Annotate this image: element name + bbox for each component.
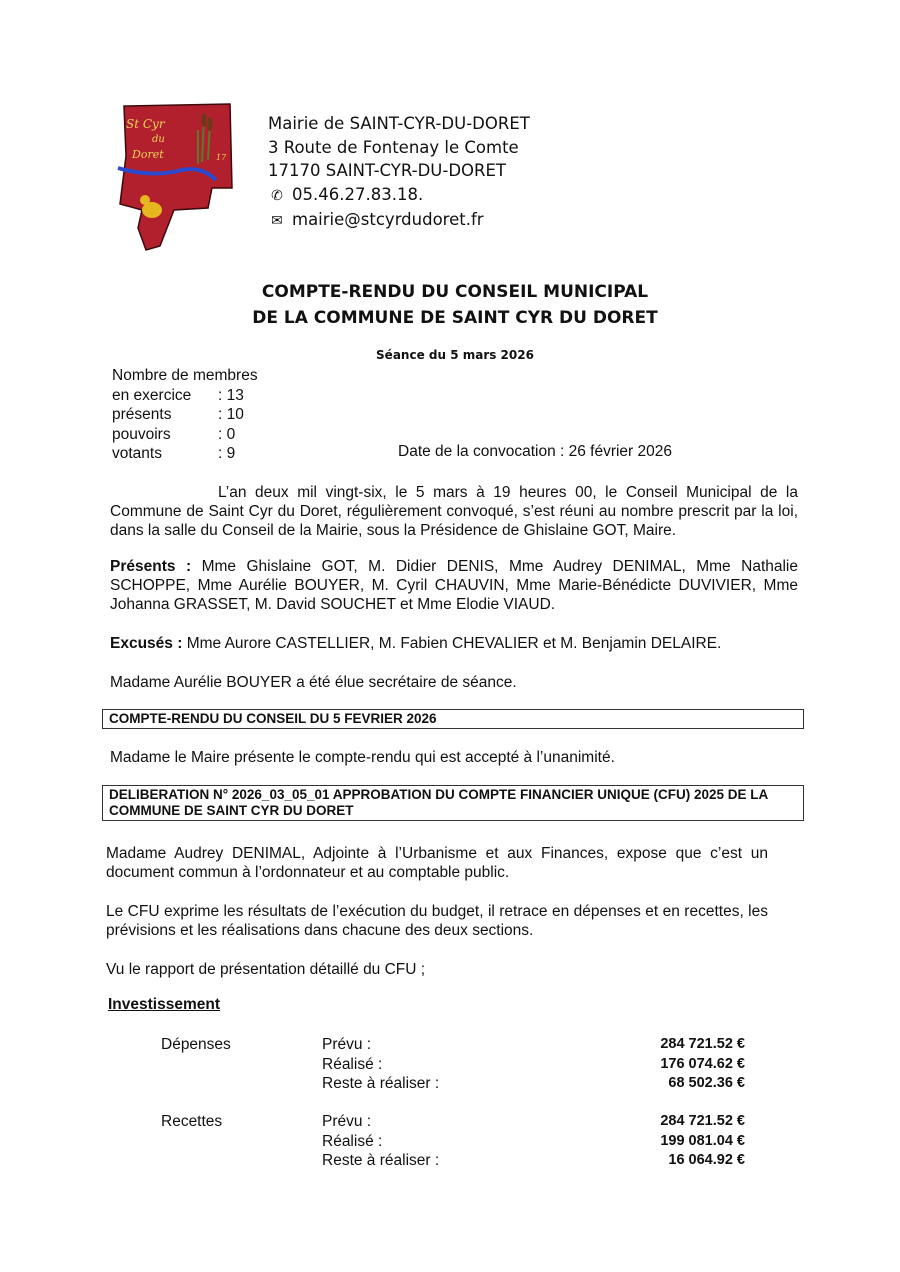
mairie-phone: 05.46.27.83.18. xyxy=(292,184,424,204)
section-heading-deliberation: DELIBERATION N° 2026_03_05_01 APPROBATION DU COMPTE FINANCIER UNIQUE (CFU) 2025 DE LA COMMUNE DE SAINT CYR DU DORET xyxy=(102,785,804,821)
recettes-labels: Prévu : Réalisé : Reste à réaliser : xyxy=(322,1113,440,1169)
depenses-block xyxy=(0,1035,900,1095)
members-count-block xyxy=(112,366,258,464)
members-row: votants : 9 xyxy=(112,445,236,462)
deliberation-paragraph-1: Madame Audrey DENIMAL, Adjointe à l’Urbanisme et aux Finances, expose que c’est un document commun à l’ordonnateur et au comptable public. xyxy=(106,845,768,881)
deliberation-paragraph-3: Vu le rapport de présentation détaillé du CFU ; xyxy=(106,961,426,978)
recettes-realise-value: 199 081.04 € xyxy=(660,1132,745,1149)
logo-text-line1: St Cyr xyxy=(126,117,165,131)
presents-list: Mme Ghislaine GOT, M. Didier DENIS, Mme Audrey DENIMAL, Mme Nathalie SCHOPPE, Mme Aurélie BOUYER, M. Cyril CHAUVIN, Mme Marie-Bénédicte DUVIVIER, Mme Johanna GRASSET, M. David SOUCHET et Mme Elodie VIAUD. xyxy=(110,558,798,613)
members-row: présents : 10 xyxy=(112,406,244,423)
presents-label: Présents : xyxy=(110,558,192,575)
secretaire-paragraph: Madame Aurélie BOUYER a été élue secrétaire de séance. xyxy=(110,674,517,691)
recettes-label: Recettes xyxy=(161,1113,223,1130)
deliberation-paragraph-2: Le CFU exprime les résultats de l’exécution du budget, il retrace en dépenses et en recettes, les prévisions et les réalisations dans chacune des deux sections. xyxy=(106,903,768,939)
members-row: en exercice : 13 xyxy=(112,386,244,404)
logo-number: 17 xyxy=(216,153,227,162)
excuses-list: Mme Aurore CASTELLIER, M. Fabien CHEVALIER et M. Benjamin DELAIRE. xyxy=(186,635,722,652)
depenses-reste-value: 68 502.36 € xyxy=(668,1075,745,1091)
logo-text-line2: du xyxy=(152,134,165,145)
section-heading-compte-rendu: COMPTE-RENDU DU CONSEIL DU 5 FEVRIER 2026 xyxy=(102,709,804,729)
mairie-phone-line xyxy=(268,183,530,209)
depenses-label: Dépenses xyxy=(161,1036,231,1053)
envelope-icon: ✉ xyxy=(271,213,283,229)
investissement-heading: Investissement xyxy=(108,996,220,1013)
depenses-values xyxy=(600,1035,745,1094)
depenses-labels: Prévu : Réalisé : Reste à réaliser : xyxy=(322,1036,440,1092)
convocation-date: Date de la convocation : 26 février 2026 xyxy=(398,443,673,460)
document-title-line2: DE LA COMMUNE DE SAINT CYR DU DORET xyxy=(252,308,658,328)
depenses-realise-value: 176 074.62 € xyxy=(660,1055,745,1072)
section1-text: Madame le Maire présente le compte-rendu qui est accepté à l’unanimité. xyxy=(110,749,615,766)
members-heading: Nombre de membres xyxy=(112,367,258,384)
recettes-prevu-value: 284 721.52 € xyxy=(660,1113,745,1129)
mairie-street: 3 Route de Fontenay le Comte xyxy=(268,137,519,157)
excuses-label: Excusés : xyxy=(110,635,183,652)
excuses-paragraph xyxy=(110,634,798,653)
recettes-values xyxy=(600,1112,745,1171)
commune-logo xyxy=(112,100,240,252)
mairie-email-line xyxy=(268,208,530,234)
recettes-reste-value: 16 064.92 € xyxy=(668,1152,745,1168)
seance-date: Séance du 5 mars 2026 xyxy=(376,348,534,362)
members-row: pouvoirs : 0 xyxy=(112,425,236,443)
document-title-line1: COMPTE-RENDU DU CONSEIL MUNICIPAL xyxy=(261,282,649,302)
mairie-name: Mairie de SAINT-CYR-DU-DORET xyxy=(268,114,530,133)
mairie-address-block xyxy=(268,112,530,234)
mairie-email[interactable]: mairie@stcyrdudoret.fr xyxy=(292,210,484,229)
presents-paragraph xyxy=(110,557,798,614)
logo-text-line3: Doret xyxy=(132,148,164,161)
phone-icon: ✆ xyxy=(271,187,283,204)
intro-paragraph: L’an deux mil vingt-six, le 5 mars à 19 heures 00, le Conseil Municipal de la Commune de Saint Cyr du Doret, régulièrement convoqué, s’est réuni au nombre prescrit par la loi, dans la salle du Conseil de la Mairie, sous la Présidence de Ghislaine GOT, Maire. xyxy=(110,484,798,539)
depenses-prevu-value: 284 721.52 € xyxy=(660,1036,745,1052)
mairie-city: 17170 SAINT-CYR-DU-DORET xyxy=(268,161,506,180)
recettes-block xyxy=(0,1112,900,1172)
